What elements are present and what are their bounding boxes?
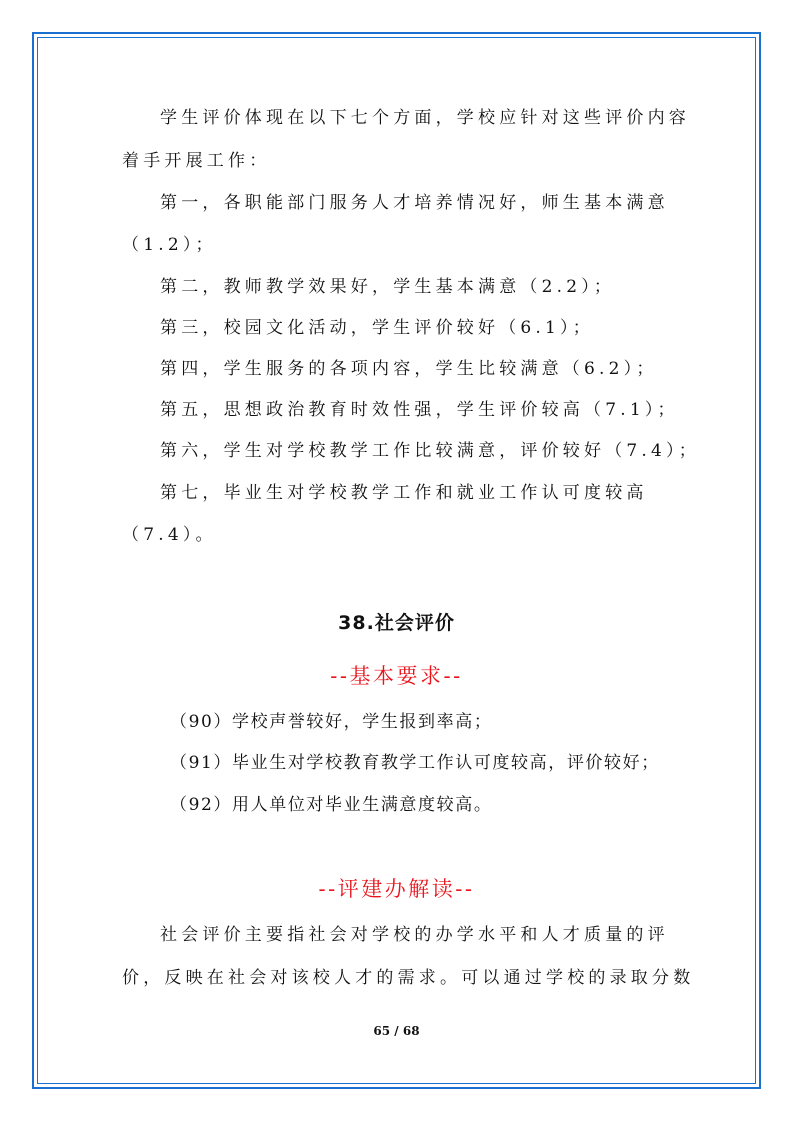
list-item: 第六，学生对学校教学工作比较满意，评价较好（7.4）； — [160, 441, 700, 461]
interpretation-heading: --评建办解读-- — [318, 877, 475, 901]
paragraph-line: 着手开展工作： — [122, 151, 271, 171]
requirement-item: （90）学校声誉较好，学生报到率高； — [170, 712, 493, 732]
list-item: 第三，校园文化活动，学生评价较好（6.1）； — [160, 318, 594, 338]
paragraph-line: 价，反映在社会对该校人才的需求。可以通过学校的录取分数 — [122, 968, 695, 988]
list-item-continuation: （7.4）。 — [122, 525, 217, 545]
basic-requirements-heading: --基本要求-- — [330, 664, 463, 688]
list-item: 第五，思想政治教育时效性强，学生评价较高（7.1）； — [160, 400, 679, 420]
requirement-item: （92）用人单位对毕业生满意度较高。 — [170, 795, 493, 815]
paragraph-line: 学生评价体现在以下七个方面，学校应针对这些评价内容 — [160, 108, 690, 128]
section-title: 38.社会评价 — [338, 612, 455, 634]
list-item: 第四，学生服务的各项内容，学生比较满意（6.2）； — [160, 359, 658, 379]
list-item: 第二，教师教学效果好，学生基本满意（2.2）； — [160, 277, 616, 297]
paragraph-line: 社会评价主要指社会对学校的办学水平和人才质量的评 — [160, 925, 669, 945]
list-item: 第一，各职能部门服务人才培养情况好，师生基本满意 — [160, 193, 669, 213]
requirement-item: （91）毕业生对学校教育教学工作认可度较高，评价较好； — [170, 753, 660, 773]
list-item-continuation: （1.2）； — [122, 235, 217, 255]
list-item: 第七，毕业生对学校教学工作和就业工作认可度较高 — [160, 483, 648, 503]
page-number: 65 / 68 — [373, 1024, 420, 1038]
